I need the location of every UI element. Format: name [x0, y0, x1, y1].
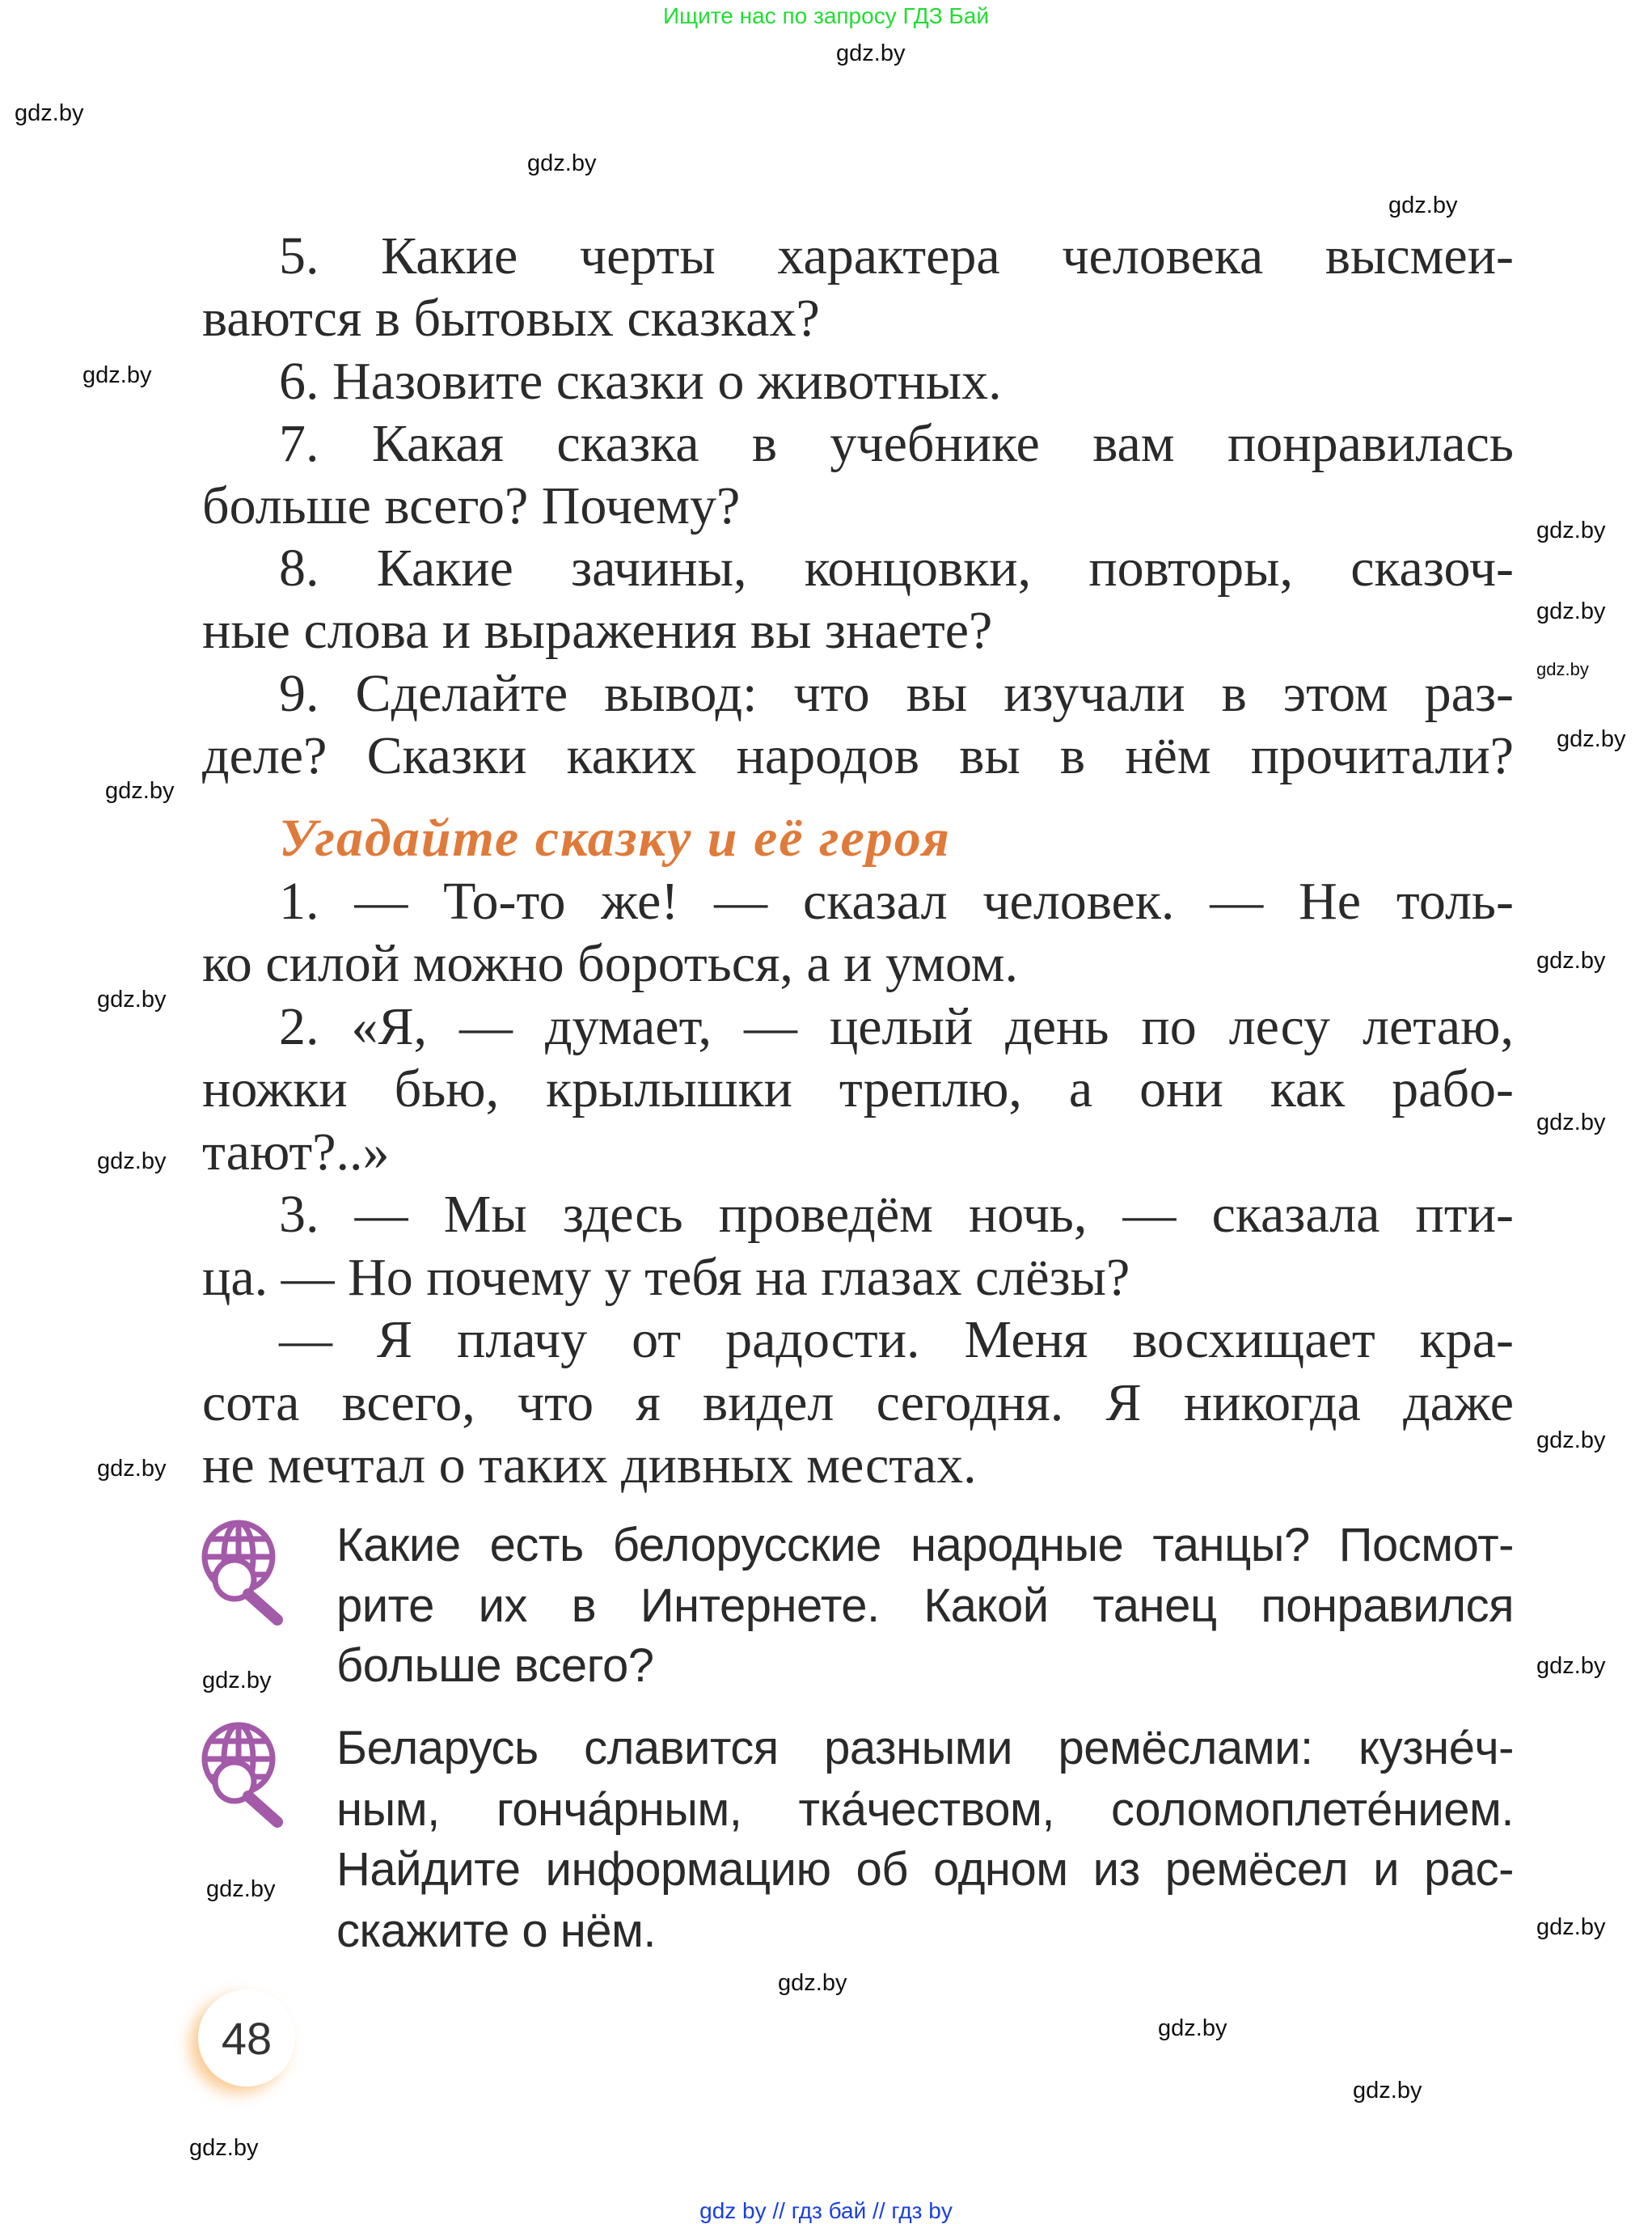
internet-task-line: рите их в Интернете. Какой танец понравился	[336, 1579, 1514, 1632]
question-line: 5. Какие черты характера человека высмеи-	[279, 226, 1514, 285]
watermark: gdz.by	[1536, 948, 1606, 974]
watermark: gdz.by	[778, 1970, 847, 1996]
riddle-line: тают?..»	[202, 1123, 390, 1182]
internet-task-line: ным, гонча́рным, тка́чеством, соломоплете́нием.	[336, 1783, 1514, 1836]
watermark: gdz.by	[1158, 2015, 1227, 2041]
riddle-line: сота всего, что я видел сегодня. Я никогда даже	[202, 1373, 1514, 1432]
question-line: 8. Какие зачины, концовки, повторы, сказоч-	[279, 539, 1514, 598]
section-title: Угадайте сказку и её героя	[279, 809, 951, 868]
riddle-line: — Я плачу от радости. Меня восхищает кра-	[279, 1310, 1514, 1369]
question-line: 7. Какая сказка в учебнике вам понравилась	[279, 414, 1514, 473]
watermark: gdz.by	[1536, 1427, 1606, 1453]
riddle-line: не мечтал о таких дивных местах.	[202, 1435, 977, 1495]
question-line: 9. Сделайте вывод: что вы изучали в этом раз-	[279, 664, 1514, 723]
question-line: ваются в бытовых сказках?	[202, 289, 820, 348]
internet-search-icon	[198, 1719, 287, 1828]
search-banner: Ищите нас по запросу ГДЗ Бай	[662, 3, 990, 28]
riddle-line: ца. — Но почему у тебя на глазах слёзы?	[202, 1248, 1130, 1307]
question-line: деле? Сказки каких народов вы в нём прочитали?	[202, 726, 1514, 785]
watermark: gdz.by	[189, 2135, 259, 2161]
internet-task-line: больше всего?	[336, 1639, 654, 1692]
watermark: gdz.by	[1388, 192, 1458, 218]
watermark: gdz.by	[1536, 659, 1589, 679]
internet-task-line: Беларусь славится разными ремёслами: кузне́ч-	[336, 1722, 1514, 1774]
footer-links[interactable]: gdz by // гдз бай // гдз by	[699, 2198, 953, 2223]
watermark: gdz.by	[105, 778, 175, 804]
riddle-line: 2. «Я, — думает, — целый день по лесу летаю,	[279, 997, 1514, 1056]
internet-task-line: Какие есть белорусские народные танцы? Посмот-	[336, 1519, 1514, 1571]
page-number: 48	[198, 1989, 295, 2087]
watermark: gdz.by	[1536, 1914, 1606, 1940]
riddle-line: 3. — Мы здесь проведём ночь, — сказала пти-	[279, 1185, 1514, 1244]
question-line: 6. Назовите сказки о животных.	[279, 352, 1002, 411]
riddle-line: ко силой можно бороться, а и умом.	[202, 934, 1018, 993]
question-line: ные слова и выражения вы знаете?	[202, 601, 993, 660]
watermark: gdz.by	[1536, 598, 1606, 624]
watermark: gdz.by	[1536, 1110, 1606, 1135]
question-line: больше всего? Почему?	[202, 476, 741, 535]
watermark: gdz.by	[836, 40, 906, 66]
watermark: gdz.by	[1557, 726, 1626, 752]
watermark: gdz.by	[1536, 518, 1606, 543]
riddle-line: ножки бью, крылышки треплю, а они как рабо-	[202, 1059, 1514, 1118]
internet-task-line: Найдите информацию об одном из ремёсел и рас-	[336, 1843, 1514, 1896]
internet-task-line: скажите о нём.	[336, 1905, 657, 1957]
internet-search-icon	[198, 1516, 287, 1626]
watermark: gdz.by	[97, 987, 167, 1013]
watermark: gdz.by	[527, 150, 597, 176]
watermark: gdz.by	[82, 362, 152, 388]
watermark: gdz.by	[97, 1148, 167, 1174]
watermark: gdz.by	[1536, 1653, 1606, 1679]
watermark: gdz.by	[206, 1876, 276, 1902]
watermark: gdz.by	[202, 1668, 272, 1693]
watermark: gdz.by	[97, 1456, 167, 1482]
watermark: gdz.by	[15, 100, 84, 126]
riddle-line: 1. — То-то же! — сказал человек. — Не толь-	[279, 872, 1514, 931]
watermark: gdz.by	[1353, 2078, 1422, 2103]
